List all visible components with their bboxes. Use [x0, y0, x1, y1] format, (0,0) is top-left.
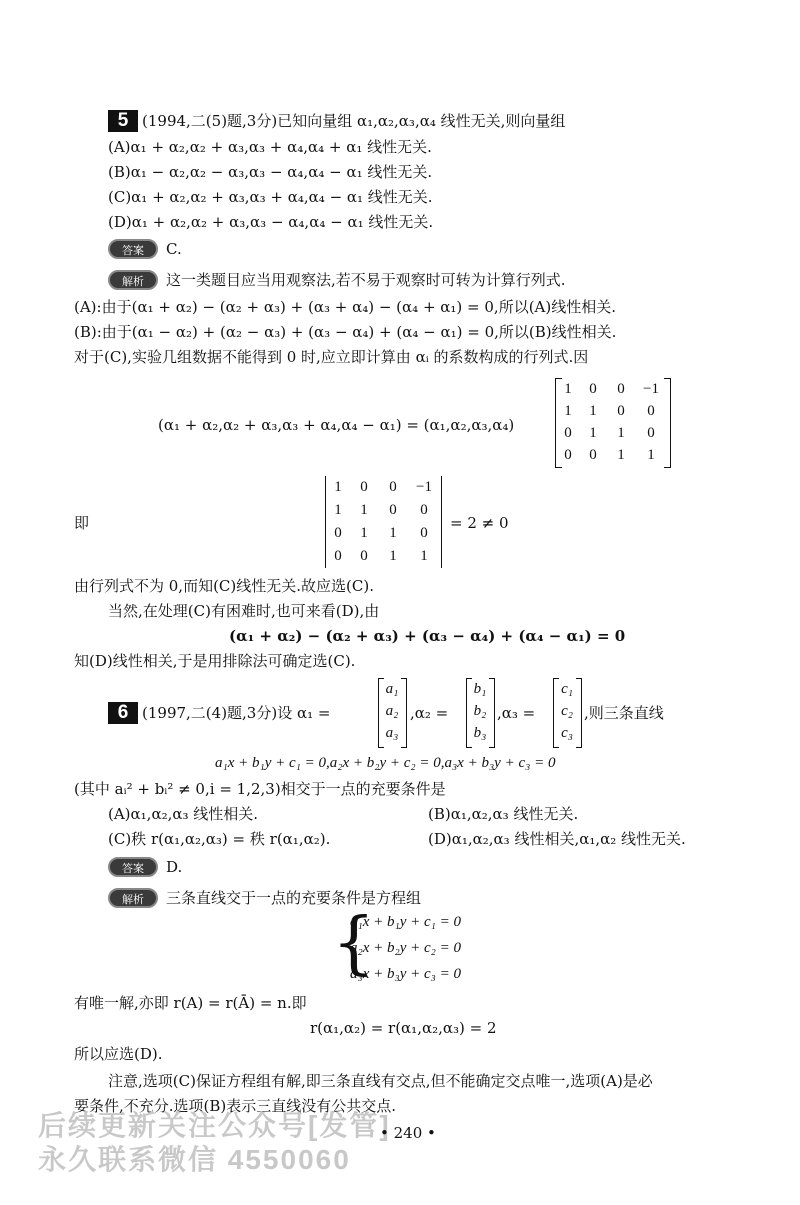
problem-5-alternative: 当然,在处理(C)有困难时,也可来看(D),由	[108, 602, 380, 620]
watermark-line-2: 永久联系微信 4550060	[38, 1144, 351, 1175]
problem-6-lines-equations: a₁x + b₁y + c₁ = 0,a₂x + b₂y + c₂ = 0,a₃x + b₃y + c₃ = 0	[215, 755, 556, 771]
matrix-cell: −1	[643, 381, 659, 397]
problem-6-stem-post: ,则三条直线	[584, 704, 664, 722]
determinant-result: = 2 ≠ 0	[450, 514, 509, 532]
determinant-cell: 0	[420, 525, 428, 541]
matrix-cell: 0	[617, 403, 625, 419]
determinant-cell: 0	[360, 548, 368, 564]
problem-6-condition: (其中 aᵢ² + bᵢ² ≠ 0,i = 1,2,3)相交于一点的充要条件是	[74, 780, 446, 798]
matrix-cell: 0	[564, 447, 572, 463]
problem-6-option-b: (B)α₁,α₂,α₃ 线性无关.	[428, 805, 579, 823]
determinant-cell: 1	[360, 525, 368, 541]
problem-6-analysis-intro: 三条直线交于一点的充要条件是方程组	[166, 889, 422, 907]
determinant-cell: 0	[420, 502, 428, 518]
determinant-cell: 0	[334, 525, 342, 541]
determinant-prefix: 即	[74, 514, 90, 532]
matrix-cell: 1	[617, 447, 625, 463]
problem-5-option-d: (D)α₁ + α₂,α₂ + α₃,α₃ − α₄,α₄ − α₁ 线性无关.	[108, 213, 434, 231]
determinant-cell: 1	[420, 548, 428, 564]
determinant-cell: 0	[360, 479, 368, 495]
matrix-cell: 1	[647, 447, 655, 463]
problem-6-choose-d: 所以应选(D).	[74, 1045, 163, 1063]
problem-5-analysis-b: (B):由于(α₁ − α₂) + (α₂ − α₃) + (α₃ − α₄) + (α₄ − α₁) = 0,所以(B)线性相关.	[74, 323, 617, 341]
determinant-cell: 1	[334, 502, 342, 518]
system-equation-3: a₃x + b₃y + c₃ = 0	[350, 966, 461, 982]
matrix-right-bracket	[664, 378, 671, 468]
determinant-cell: 1	[389, 525, 397, 541]
determinant-cell: 0	[334, 548, 342, 564]
problem-5-conclusion: 由行列式不为 0,而知(C)线性无关.故应选(C).	[74, 577, 374, 595]
determinant-right-bar	[441, 476, 442, 568]
answer-badge-icon: 答案	[108, 857, 158, 877]
problem-6-option-d: (D)α₁,α₂,α₃ 线性相关,α₁,α₂ 线性无关.	[428, 830, 686, 848]
problem-5-option-c: (C)α₁ + α₂,α₂ + α₃,α₃ + α₄,α₄ − α₁ 线性无关.	[108, 188, 433, 206]
matrix-cell: 1	[564, 403, 572, 419]
problem-5-answer: C.	[166, 240, 182, 258]
problem-5-stem: (1994,二(5)题,3分)已知向量组 α₁,α₂,α₃,α₄ 线性无关,则向量组	[142, 112, 566, 130]
matrix-equation-left: (α₁ + α₂,α₂ + α₃,α₃ + α₄,α₄ − α₁) = (α₁,α₂,α₃,α₄)	[158, 416, 515, 434]
problem-6-answer: D.	[166, 858, 183, 876]
vector-3-entry: c₂	[561, 703, 573, 719]
determinant-cell: −1	[416, 479, 432, 495]
problem-5-final: 知(D)线性相关,于是用排除法可确定选(C).	[74, 652, 356, 670]
problem-6-rank-equation: r(α₁,α₂) = r(α₁,α₂,α₃) = 2	[310, 1019, 497, 1037]
problem-5-option-b: (B)α₁ − α₂,α₂ − α₃,α₃ − α₄,α₄ − α₁ 线性无关.	[108, 163, 433, 181]
problem-5-analysis-c: 对于(C),实验几组数据不能得到 0 时,应立即计算由 αᵢ 的系数构成的行列式.因	[74, 348, 589, 366]
determinant-cell: 1	[334, 479, 342, 495]
vector-1-entry: a₁	[385, 681, 399, 697]
vector-2-entry: b₂	[473, 703, 487, 719]
vector-3-entry: c₁	[561, 681, 573, 697]
system-equation-2: a₂x + b₂y + c₂ = 0	[350, 940, 461, 956]
problem-6-stem-pre: (1997,二(4)题,3分)设 α₁ =	[142, 704, 331, 722]
matrix-cell: 1	[617, 425, 625, 441]
problem-5-analysis-intro: 这一类题目应当用观察法,若不易于观察时可转为计算行列式.	[166, 271, 566, 289]
matrix-cell: 1	[589, 425, 597, 441]
problem-5-analysis-a: (A):由于(α₁ + α₂) − (α₂ + α₃) + (α₃ + α₄) − (α₄ + α₁) = 0,所以(A)线性相关.	[74, 298, 617, 316]
matrix-cell: 0	[589, 447, 597, 463]
problem-5-number: 5	[108, 110, 138, 132]
answer-badge-icon: 答案	[108, 239, 158, 259]
determinant-cell: 0	[389, 479, 397, 495]
matrix-cell: 0	[617, 381, 625, 397]
problem-5-d-relation: (α₁ + α₂) − (α₂ + α₃) + (α₃ − α₄) + (α₄ − α₁) = 0	[229, 627, 626, 645]
matrix-cell: 0	[647, 425, 655, 441]
matrix-cell: 0	[564, 425, 572, 441]
matrix-cell: 0	[589, 381, 597, 397]
system-brace: {	[332, 904, 376, 983]
vector-3-entry: c₃	[561, 725, 573, 741]
problem-6-option-a: (A)α₁,α₂,α₃ 线性相关.	[108, 805, 259, 823]
matrix-cell: 1	[589, 403, 597, 419]
determinant-cell: 1	[360, 502, 368, 518]
problem-6-unique-solution: 有唯一解,亦即 r(A) = r(Ā) = n.即	[74, 994, 307, 1012]
problem-6-number: 6	[108, 702, 138, 724]
problem-6-note-line-1: 注意,选项(C)保证方程组有解,即三条直线有交点,但不能确定交点唯一,选项(A)是必	[108, 1072, 653, 1090]
watermark-line-1: 后续更新关注公众号[发管]	[38, 1110, 391, 1141]
vector-2-entry: b₁	[473, 681, 487, 697]
determinant-cell: 1	[389, 548, 397, 564]
determinant-cell: 0	[389, 502, 397, 518]
problem-6-note-line-2: 要条件,不充分.选项(B)表示三直线没有公共交点.	[74, 1097, 397, 1115]
problem-6-sep-alpha3: ,α₃ =	[497, 704, 536, 722]
problem-6-sep-alpha2: ,α₂ =	[410, 704, 449, 722]
page-number: • 240 •	[380, 1124, 436, 1142]
matrix-cell: 0	[647, 403, 655, 419]
analysis-badge-icon: 解析	[108, 888, 158, 908]
vector-1-entry: a₃	[385, 725, 399, 741]
problem-6-option-c: (C)秩 r(α₁,α₂,α₃) = 秩 r(α₁,α₂).	[108, 830, 331, 848]
analysis-badge-icon: 解析	[108, 270, 158, 290]
matrix-cell: 1	[564, 381, 572, 397]
vector-2-entry: b₃	[473, 725, 487, 741]
vector-1-entry: a₂	[385, 703, 399, 719]
system-equation-1: a₁x + b₁y + c₁ = 0	[350, 914, 461, 930]
problem-5-option-a: (A)α₁ + α₂,α₂ + α₃,α₃ + α₄,α₄ + α₁ 线性无关.	[108, 138, 432, 156]
